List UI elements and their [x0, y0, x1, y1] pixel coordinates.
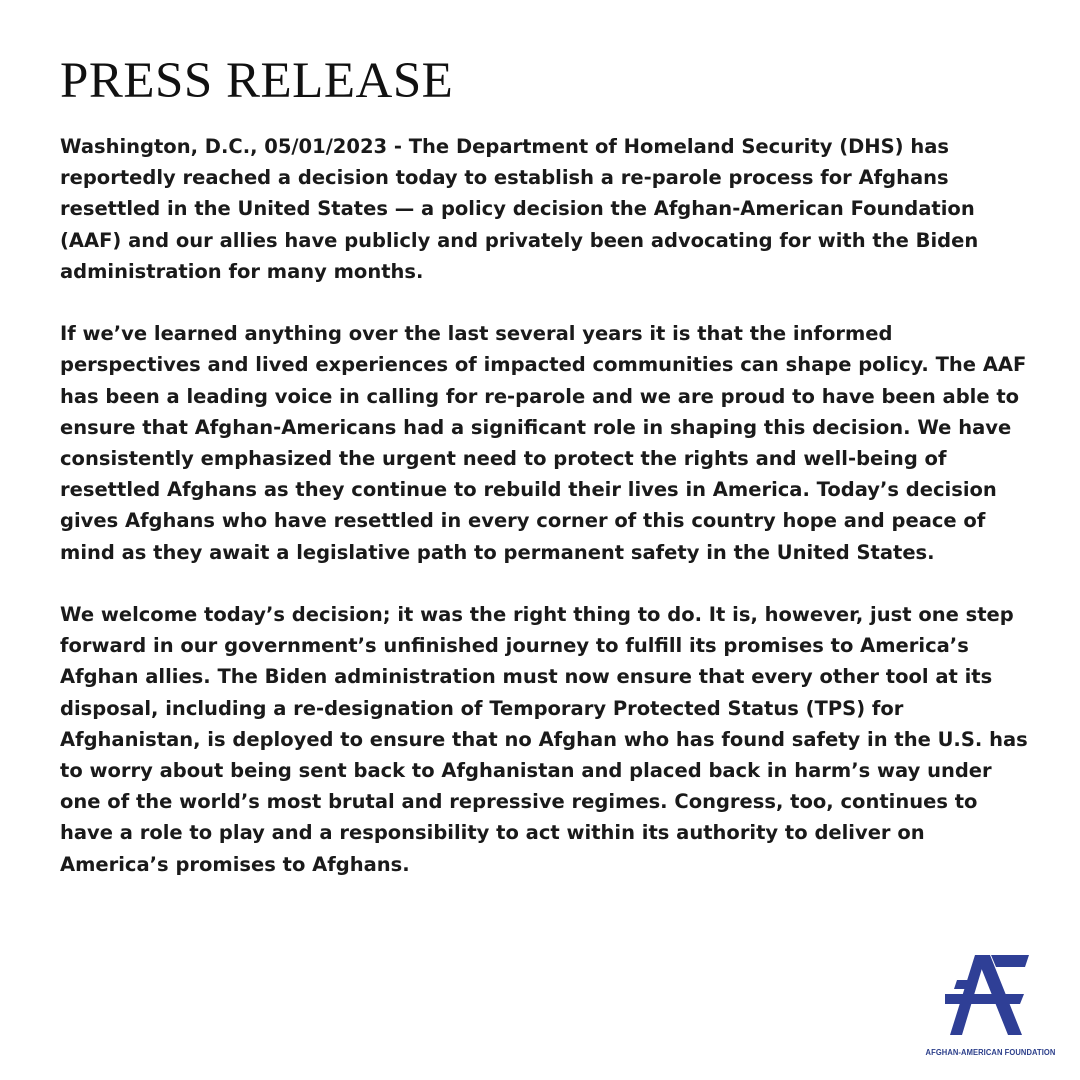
page-title: PRESS RELEASE [60, 53, 454, 109]
aaf-logo-icon [945, 953, 1031, 1035]
foundation-name: AFGHAN-AMERICAN FOUNDATION [925, 1047, 1056, 1057]
paragraph-2: If we’ve learned anything over the last several years it is that the informed perspectives and lived experiences of impacted communities can shape policy. The AAF has been a leading voice in calling for re-parole and we are proud to have been able to ensure that Afghan-Americans had a significant role in shaping this decision. We have consistently emphasized the urgent need to protect the rights and well-being of resettled Afghans as they continue to rebuild their lives in America. Today’s decision gives Afghans who have resettled in every corner of this country hope and peace of mind as they await a legislative path to permanent safety in the United States. [60, 322, 1027, 564]
foundation-logo [918, 950, 1056, 1062]
press-release-body [60, 131, 1035, 911]
paragraph-3: We welcome today’s decision; it was the right thing to do. It is, however, just one step forward in our government’s unfinished journey to fulfill its promises to America’s Afghan allies. The Biden administration must now ensure that every other tool at its disposal, including a re-designation of Temporary Protected Status (TPS) for Afghanistan, is deployed to ensure that no Afghan who has found safety in the U.S. has to worry about being sent back to Afghanistan and placed back in harm’s way under one of the world’s most brutal and repressive regimes. Congress, too, continues to have a role to play and a responsibility to act within its authority to deliver on America’s promises to Afghans. [60, 603, 1028, 876]
paragraph-1: Washington, D.C., 05/01/2023 - The Department of Homeland Security (DHS) has reportedly reached a decision today to establish a re-parole process for Afghans resettled in the United States — a policy decision the Afghan-American Foundation (AAF) and our allies have publicly and privately been advocating for with the Biden administration for many months. [60, 135, 979, 283]
